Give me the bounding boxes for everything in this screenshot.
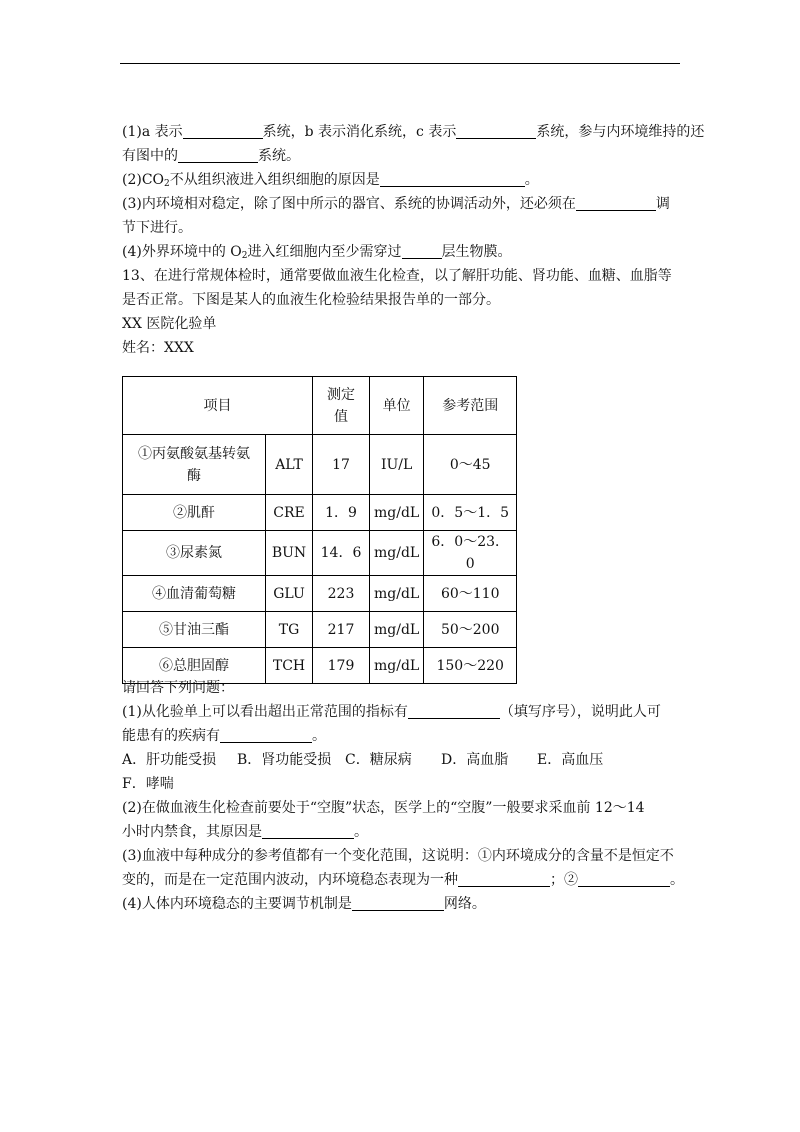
question-text: 小时内禁食，其原因是 bbox=[122, 824, 262, 840]
q12-text: 系统，参与内环境维持的还 bbox=[536, 124, 705, 140]
option-a[interactable]: A．肝功能受损 bbox=[122, 752, 217, 768]
q13-intro-2: 是否正常。下图是某人的血液生化检验结果报告单的一部分。 bbox=[122, 292, 500, 308]
table-row bbox=[123, 576, 517, 612]
table-row bbox=[123, 495, 517, 531]
cell-code: CRE bbox=[266, 495, 313, 531]
item-name-line-1: ①丙氨酸氨基转氨 bbox=[138, 445, 250, 462]
option-d[interactable]: D．高血脂 bbox=[441, 752, 509, 768]
answer-blank[interactable] bbox=[458, 870, 550, 887]
cell-range: 50～200 bbox=[424, 612, 517, 648]
ask-prompt: 请回答下列问题： bbox=[122, 680, 234, 696]
cell-value: 179 bbox=[313, 648, 370, 684]
q12-text: 。 bbox=[524, 172, 539, 188]
question-text: 网络。 bbox=[443, 896, 486, 912]
header-rule bbox=[120, 63, 680, 64]
cell-range: 0．5～1．5 bbox=[424, 495, 517, 531]
header-value-label-2: 值 bbox=[334, 408, 348, 425]
header-item-label: 项目 bbox=[203, 397, 232, 414]
q12-text: 节下进行。 bbox=[122, 220, 192, 236]
header-value bbox=[313, 377, 370, 435]
answer-blank[interactable] bbox=[576, 194, 656, 211]
table-header-row bbox=[123, 377, 517, 435]
cell-code: ALT bbox=[266, 435, 313, 495]
q12-text: (4)外界环境中的 O bbox=[122, 244, 242, 260]
item-name-line-2: 酶 bbox=[187, 467, 201, 484]
q12-text: 系统。 bbox=[258, 148, 300, 164]
q12-line-4 bbox=[122, 192, 682, 216]
cell-range: 150～220 bbox=[424, 648, 517, 684]
cell-unit: mg/dL bbox=[370, 495, 424, 531]
cell-item-name: ②肌酐 bbox=[123, 495, 266, 531]
answer-blank[interactable] bbox=[578, 870, 670, 887]
option-e[interactable]: E．高血压 bbox=[537, 752, 604, 768]
q13-4-line-1 bbox=[122, 892, 682, 916]
q12-text: (3)内环境相对稳定，除了图中所示的器官、系统的协调活动外，还必须在 bbox=[122, 196, 576, 212]
cell-range: 60～110 bbox=[424, 576, 517, 612]
cell-value: 223 bbox=[313, 576, 370, 612]
cell-item-name: ③尿素氮 bbox=[123, 531, 266, 576]
hospital-title: XX 医院化验单 bbox=[122, 316, 217, 332]
q12-text: 层生物膜。 bbox=[441, 244, 512, 260]
lab-report-table bbox=[122, 376, 517, 684]
cell-item-name: ④血清葡萄糖 bbox=[123, 576, 266, 612]
question-text: 变的，而是在一定范围内波动，内环境稳态表现为一种 bbox=[122, 872, 458, 888]
q13-2-line-2 bbox=[122, 820, 682, 844]
question-text: 。 bbox=[670, 872, 684, 888]
table-row bbox=[123, 612, 517, 648]
cell-code: TG bbox=[266, 612, 313, 648]
cell-code: BUN bbox=[266, 531, 313, 576]
q12-text: 进入红细胞内至少需穿过 bbox=[247, 244, 402, 260]
q13-1-line-1 bbox=[122, 700, 682, 724]
answer-blank[interactable] bbox=[183, 122, 263, 139]
cell-unit: mg/dL bbox=[370, 576, 424, 612]
options-line bbox=[122, 748, 682, 772]
cell-code: TCH bbox=[266, 648, 313, 684]
q12-line-5 bbox=[122, 216, 682, 240]
q12-line-3 bbox=[122, 168, 682, 192]
cell-value: 14．6 bbox=[313, 531, 370, 576]
q12-text: 有图中的 bbox=[122, 148, 178, 164]
header-unit-label: 单位 bbox=[382, 397, 411, 414]
cell-unit: mg/dL bbox=[370, 648, 424, 684]
cell-item-name bbox=[123, 435, 266, 495]
q12-text: 不从组织液进入组织细胞的原因是 bbox=[169, 172, 380, 188]
header-value-label-1: 测定 bbox=[327, 386, 355, 403]
subscript: 2 bbox=[241, 251, 248, 261]
cell-unit: mg/dL bbox=[370, 612, 424, 648]
header-range-label: 参考范围 bbox=[442, 397, 499, 414]
cell-value: 217 bbox=[313, 612, 370, 648]
question-text: 。 bbox=[312, 728, 326, 744]
question-13-subquestions bbox=[122, 676, 682, 916]
answer-blank[interactable] bbox=[178, 146, 258, 163]
q12-text: (1)a 表示 bbox=[122, 124, 183, 140]
question-text: 能患有的疾病有 bbox=[122, 728, 220, 744]
answer-blank[interactable] bbox=[380, 170, 525, 187]
q12-text: (2)CO bbox=[122, 172, 165, 188]
cell-range: 0～45 bbox=[424, 435, 517, 495]
q13-3-line-1: (3)血液中每种成分的参考值都有一个变化范围，这说明：①内环境成分的含量不是恒定不 bbox=[122, 848, 674, 864]
cell-value: 17 bbox=[313, 435, 370, 495]
answer-blank[interactable] bbox=[402, 242, 442, 259]
header-range bbox=[424, 377, 517, 435]
question-text: （填写序号），说明此人可 bbox=[499, 704, 661, 720]
question-12-block bbox=[122, 120, 705, 360]
answer-blank[interactable] bbox=[408, 702, 500, 719]
answer-blank[interactable] bbox=[220, 726, 312, 743]
q12-text: 系统，b 表示消化系统，c 表示 bbox=[262, 124, 457, 140]
option-c[interactable]: C．糖尿病 bbox=[345, 752, 412, 768]
answer-blank[interactable] bbox=[262, 822, 354, 839]
cell-item-name: ⑤甘油三酯 bbox=[123, 612, 266, 648]
answer-blank[interactable] bbox=[352, 894, 444, 911]
question-text: (1)从化验单上可以看出超出正常范围的指标有 bbox=[122, 704, 408, 720]
cell-code: GLU bbox=[266, 576, 313, 612]
table-row bbox=[123, 435, 517, 495]
header-item bbox=[123, 377, 313, 435]
q12-line-1 bbox=[122, 120, 705, 144]
header-unit bbox=[370, 377, 424, 435]
table-row bbox=[123, 531, 517, 576]
cell-value: 1．9 bbox=[313, 495, 370, 531]
option-f[interactable]: F．哮喘 bbox=[122, 776, 174, 792]
answer-blank[interactable] bbox=[456, 122, 536, 139]
cell-unit: mg/dL bbox=[370, 531, 424, 576]
cell-range: 6．0～23．0 bbox=[424, 531, 517, 576]
q12-line-2 bbox=[122, 144, 682, 168]
cell-item-name: ⑥总胆固醇 bbox=[123, 648, 266, 684]
question-text: (4)人体内环境稳态的主要调节机制是 bbox=[122, 896, 352, 912]
q12-line-6 bbox=[122, 240, 682, 264]
q13-2-line-1: (2)在做血液生化检查前要处于“空腹”状态，医学上的“空腹”一般要求采血前 12～14 bbox=[122, 800, 645, 816]
q12-text: 调 bbox=[655, 196, 670, 212]
cell-unit: IU/L bbox=[370, 435, 424, 495]
q13-intro-1: 13、在进行常规体检时，通常要做血液生化检查，以了解肝功能、肾功能、血糖、血脂等 bbox=[122, 268, 672, 284]
subscript: 2 bbox=[164, 179, 170, 189]
question-text: ；② bbox=[550, 872, 578, 888]
question-text: 。 bbox=[354, 824, 368, 840]
q13-1-line-2 bbox=[122, 724, 682, 748]
q13-3-line-2 bbox=[122, 868, 682, 892]
option-b[interactable]: B．肾功能受损 bbox=[237, 752, 332, 768]
patient-name: 姓名：XXX bbox=[122, 340, 194, 356]
